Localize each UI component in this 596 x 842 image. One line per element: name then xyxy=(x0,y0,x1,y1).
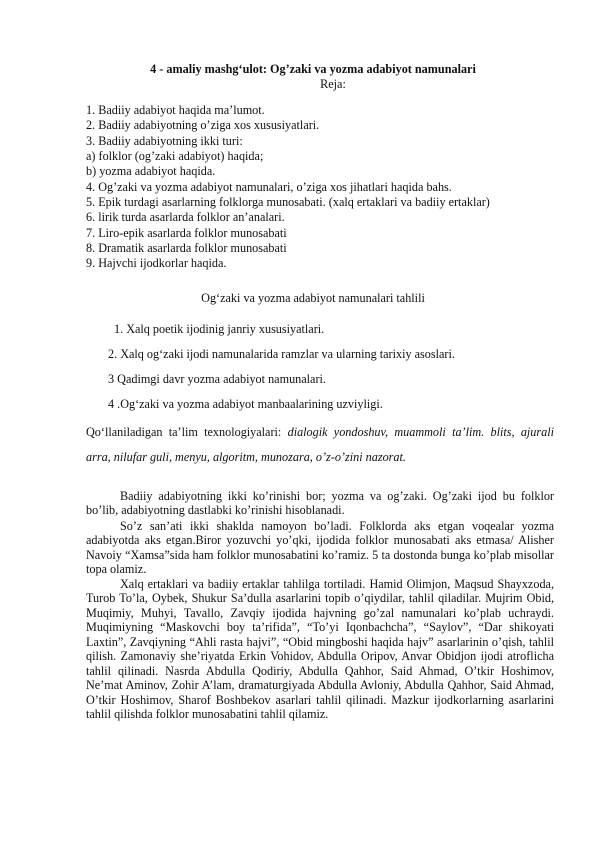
plan-item: 7. Liro-epik asarlarda folklor munosabati xyxy=(86,225,287,240)
technologies-label: Qo‘llaniladigan ta’lim texnologiyalari: xyxy=(86,425,282,439)
plan-item: 4. Og’zaki va yozma adabiyot namunalari, o’ziga xos jihatlari haqida bahs. xyxy=(86,179,452,194)
plan-item: a) folklor (og’zaki adabiyot) haqida; xyxy=(86,149,264,164)
analysis-item: 2. Xalq og‘zaki ijodi namunalarida ramzlar va ularning tarixiy asoslari. xyxy=(108,347,455,361)
plan-item: 3. Badiiy adabiyotning ikki turi: xyxy=(86,133,243,148)
plan-item: 6. lirik turda asarlarda folklor an’analari. xyxy=(86,210,285,225)
body-paragraph: Badiiy adabiyotning ikki ko’rinishi bor; yozma va og’zaki. Og’zaki ijod bu folklor bo’lib, adabiyotning dastlabki ko’rinishi hisoblanadi. xyxy=(86,489,554,518)
plan-item: 5. Epik turdagi asarlarning folklorga munosabati. (xalq ertaklari va badiiy ertaklar) xyxy=(86,195,490,210)
analysis-item: 1. Xalq poetik ijodinig janriy xususiyatlari. xyxy=(114,322,325,336)
plan-item: 9. Hajvchi ijodkorlar haqida. xyxy=(86,256,227,271)
plan-heading: Reja: xyxy=(320,77,346,91)
technologies-paragraph xyxy=(86,420,554,470)
analysis-title: Og‘zaki va yozma adabiyot namunalari tahlili xyxy=(201,291,425,305)
plan-item: b) yozma adabiyot haqida. xyxy=(86,164,216,179)
body-paragraph: Xalq ertaklari va badiiy ertaklar tahlilga tortiladi. Hamid Olimjon, Maqsud Shayxzoda, Turob To’la, Oybek, Shukur Sa’dulla asarlarini topib o’qiydilar, tahlil qiladilar. Mujrim Obid, Muqimiy, Muhyi, Tavallo, Zavqiy ijodida hajvning go’zal namunalari ko’plab uchraydi. Muqimiyning “Maskovchi boy ta’rifida”, “To’yi Iqonbachcha”, “Saylov”, “Dar shikoyati Laxtin”, Zavqiyning “Ahli rasta hajvi”, “Obid mingboshi haqida hajv” asarlarinin o’qish, tahlil qilish. Zamonaviy she’riyatda Erkin Vohidov, Abdulla Oripov, Anvar Obidjon ijodi atroflicha tahlil qilinadi. Nasrda Abdulla Qodiriy, Abdulla Qahhor, Said Ahmad, O’tkir Hoshimov, Ne’mat Aminov, Zohir A’lam, dramaturgiyada Abdulla Avloniy, Abdulla Qahhor, Said Ahmad, O’tkir Hoshimov, Sharof Boshbekov asarlari tahlil qilinadi. Mazkur ijodkorlarning asarlarini tahlil qilishda folklor munosabatini tahlil qilamiz. xyxy=(86,577,554,722)
plan-item: 2. Badiiy adabiyotning o’ziga xos xususiyatlari. xyxy=(86,118,320,133)
analysis-item: 3 Qadimgi davr yozma adabiyot namunalari. xyxy=(108,372,326,386)
technologies-items: dialogik yondoshuv, muammoli ta’lim. blits, ajurali arra, nilufar guli, menyu, algoritm, munozara, o’z-o’zini nazorat. xyxy=(86,425,554,464)
page-title: 4 - amaliy mashg‘ulot: Og’zaki va yozma adabiyot namunalari xyxy=(150,62,476,76)
plan-item: 1. Badiiy adabiyot haqida ma’lumot. xyxy=(86,103,265,117)
plan-list xyxy=(86,103,490,272)
plan-item: 8. Dramatik asarlarda folklor munosabati xyxy=(86,241,287,256)
body-paragraph: So’z san’ati ikki shaklda namoyon bo’ladi. Folklorda aks etgan voqealar yozma adabiyotda aks etgan.Biror yozuvchi yo’qki, ijodida folklor munosabati aks etmasa/ Alisher Navoiy “Xamsa”sida ham folklor munosabatini ko’ramiz. 5 ta dostonda bunga ko’plab misollar topa olamiz. xyxy=(86,519,554,577)
analysis-item: 4 .Og‘zaki va yozma adabiyot manbaalarining uzviyligi. xyxy=(108,397,383,411)
